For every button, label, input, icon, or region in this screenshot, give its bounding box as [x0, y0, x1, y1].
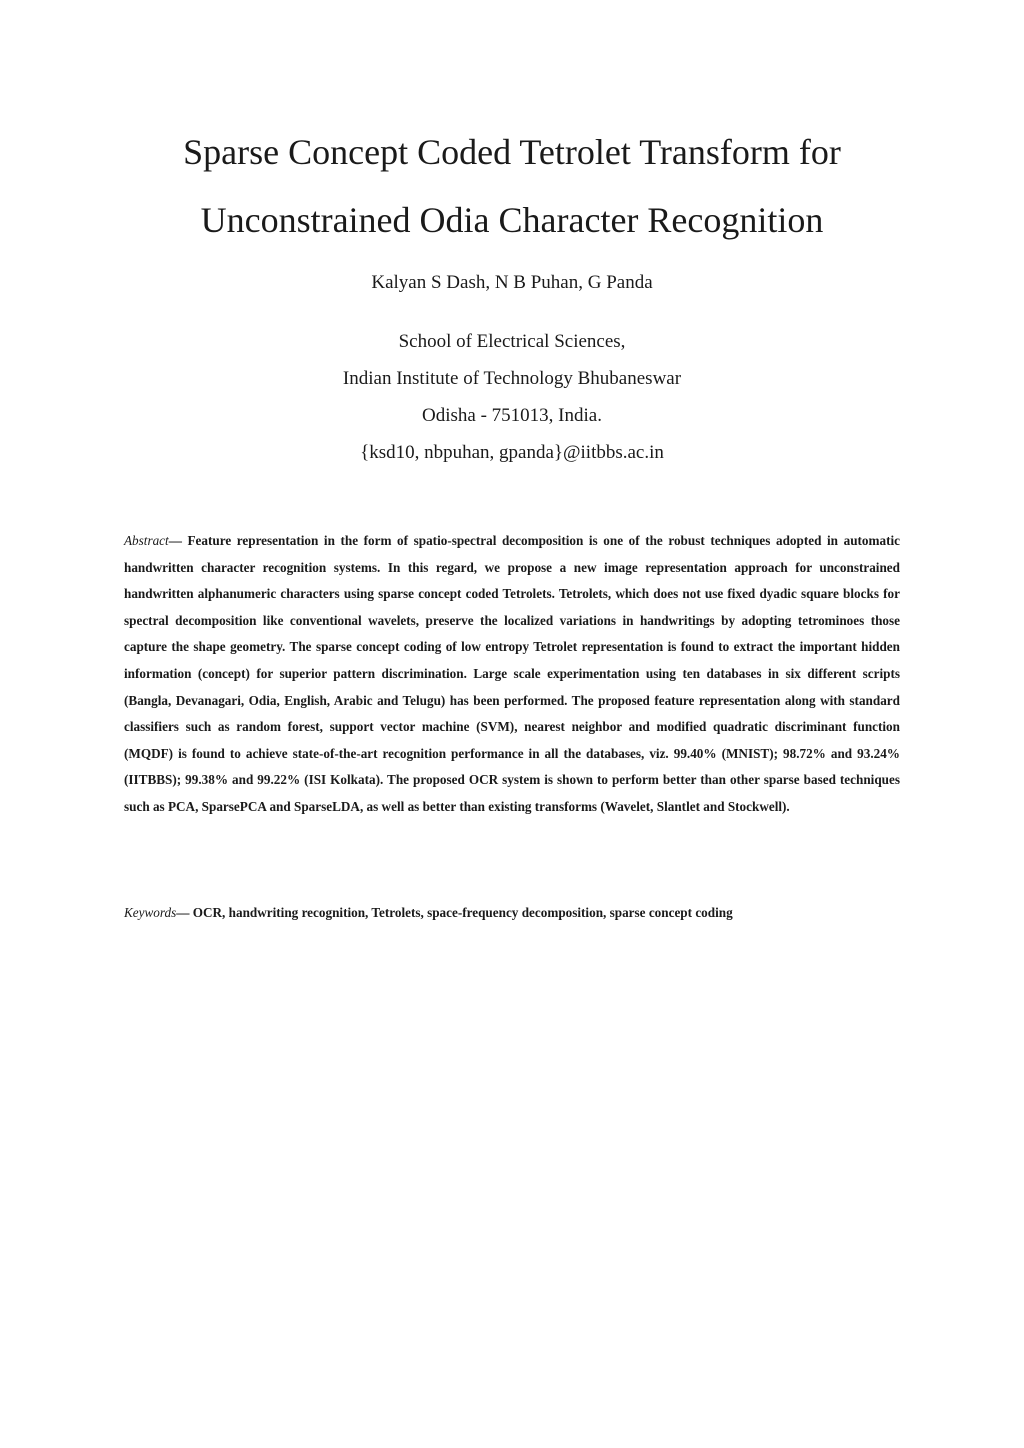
keywords-dash: —: [176, 905, 193, 920]
keywords-text: OCR, handwriting recognition, Tetrolets, space-frequency decomposition, sparse concept coding: [192, 905, 733, 920]
abstract-paragraph: [124, 528, 900, 821]
affiliation-institute: Indian Institute of Technology Bhubaneswar: [342, 368, 682, 389]
keywords-paragraph: [124, 900, 900, 926]
abstract-dash: —: [168, 533, 188, 548]
affiliation-block: [100, 323, 924, 471]
affiliation-emails: {ksd10, nbpuhan, gpanda}@iitbbs.ac.in: [360, 442, 664, 463]
keywords-label: Keywords: [124, 905, 177, 920]
abstract-label: Abstract: [124, 533, 169, 548]
affiliation-school: School of Electrical Sciences,: [398, 331, 626, 352]
author-list: Kalyan S Dash, N B Puhan, G Panda: [371, 272, 653, 293]
affiliation-address: Odisha - 751013, India.: [422, 405, 602, 426]
title-line-1: Sparse Concept Coded Tetrolet Transform for: [183, 132, 841, 172]
abstract-text: Feature representation in the form of spatio-spectral decomposition is one of the robust techniques adopted in automatic handwritten character recognition systems. In this regard, we propose a new image representation approach for unconstrained handwritten alphanumeric characters using sparse concept coded Tetrolets. Tetrolets, which does not use fixed dyadic square blocks for spectral decomposition like conventional wavelets, preserve the localized variations in handwritings by adopting tetrominoes those capture the shape geometry. The sparse concept coding of low entropy Tetrolet representation is found to extract the important hidden information (concept) for superior pattern discrimination. Large scale experimentation using ten databases in six different scripts (Bangla, Devanagari, Odia, English, Arabic and Telugu) has been performed. The proposed feature representation along with standard classifiers such as random forest, support vector machine (SVM), nearest neighbor and modified quadratic discriminant function (MQDF) is found to achieve state-of-the-art recognition performance in all the databases, viz. 99.40% (MNIST); 98.72% and 93.24% (IITBBS); 99.38% and 99.22% (ISI Kolkata). The proposed OCR system is shown to perform better than other sparse based techniques such as PCA, SparsePCA and SparseLDA, as well as better than existing transforms (Wavelet, Slantlet and Stockwell).: [124, 533, 900, 814]
title-line-2: Unconstrained Odia Character Recognition: [200, 200, 824, 240]
paper-title: [100, 118, 924, 254]
